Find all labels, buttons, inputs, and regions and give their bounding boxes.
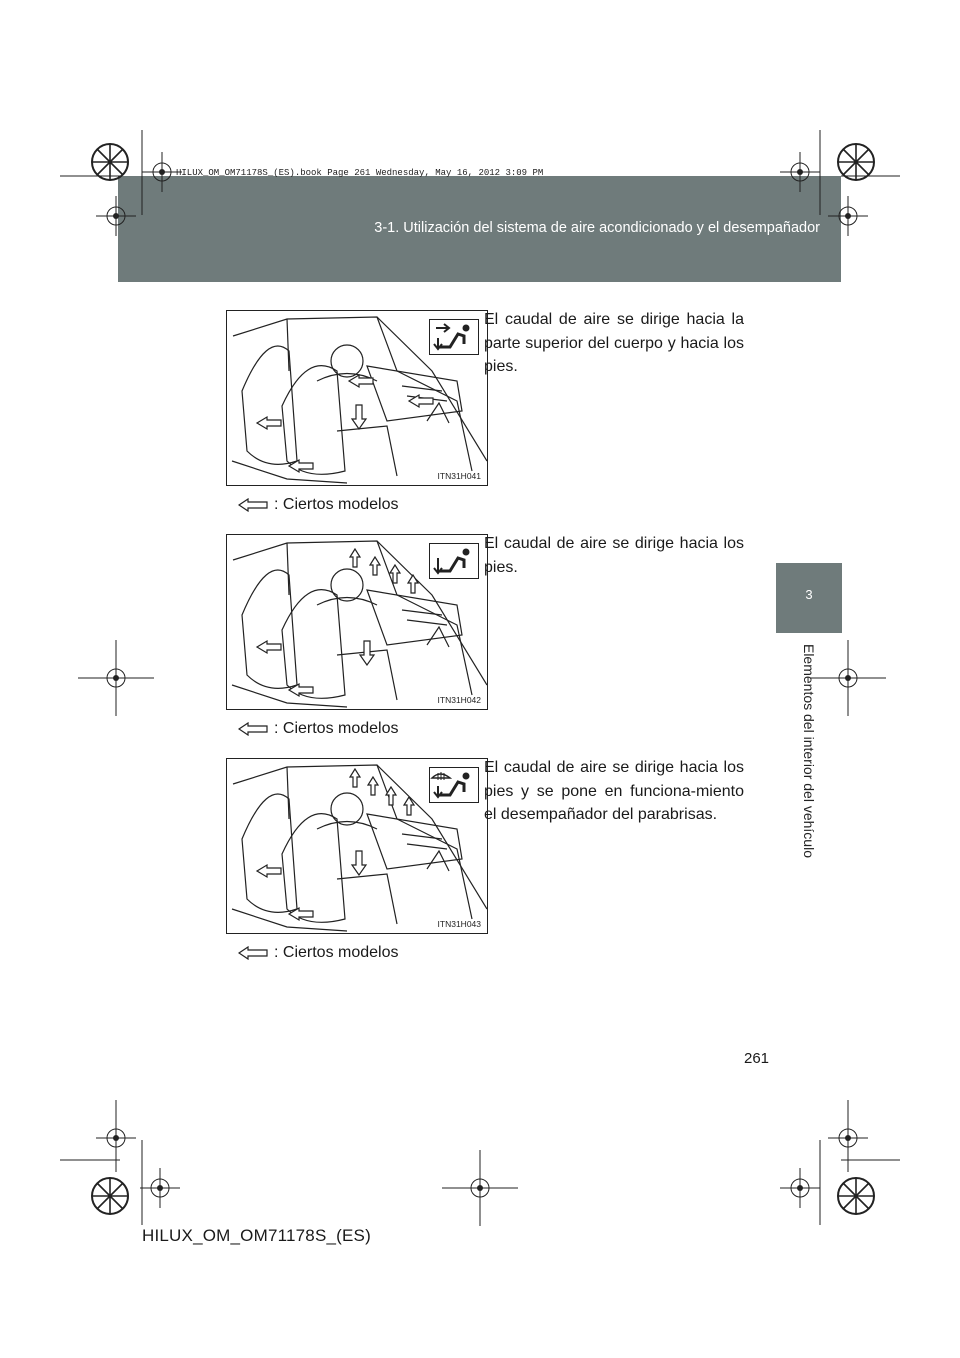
star-target: [92, 144, 874, 1214]
page-number: 261: [744, 1050, 770, 1067]
models-note: : Ciertos modelos: [238, 720, 399, 742]
models-note: : Ciertos modelos: [238, 496, 399, 518]
image-code: ITN31H041: [437, 471, 481, 481]
footer-code: HILUX_OM_OM71178S_(ES): [142, 1226, 371, 1245]
mode-description: El caudal de aire se dirige hacia los pies y se pone en funciona-miento el desempañador del parabrisas.: [484, 759, 744, 823]
chapter-number: 3: [805, 587, 813, 602]
image-code: ITN31H043: [437, 919, 481, 929]
image-code: ITN31H042: [437, 695, 481, 705]
crosshair: [78, 152, 886, 1226]
mode-description: El caudal de aire se dirige hacia la parte superior del cuerpo y hacia los pies.: [484, 311, 744, 375]
models-note: : Ciertos modelos: [238, 944, 399, 966]
chapter-title: Elementos del interior del vehículo: [801, 643, 817, 858]
mode-description: El caudal de aire se dirige hacia los pies.: [484, 535, 744, 576]
book-info: HILUX_OM_OM71178S_(ES).book Page 261 Wednesday, May 16, 2012 3:09 PM: [176, 168, 544, 178]
section-title: 3-1. Utilización del sistema de aire acondicionado y el desempañador: [374, 220, 820, 236]
